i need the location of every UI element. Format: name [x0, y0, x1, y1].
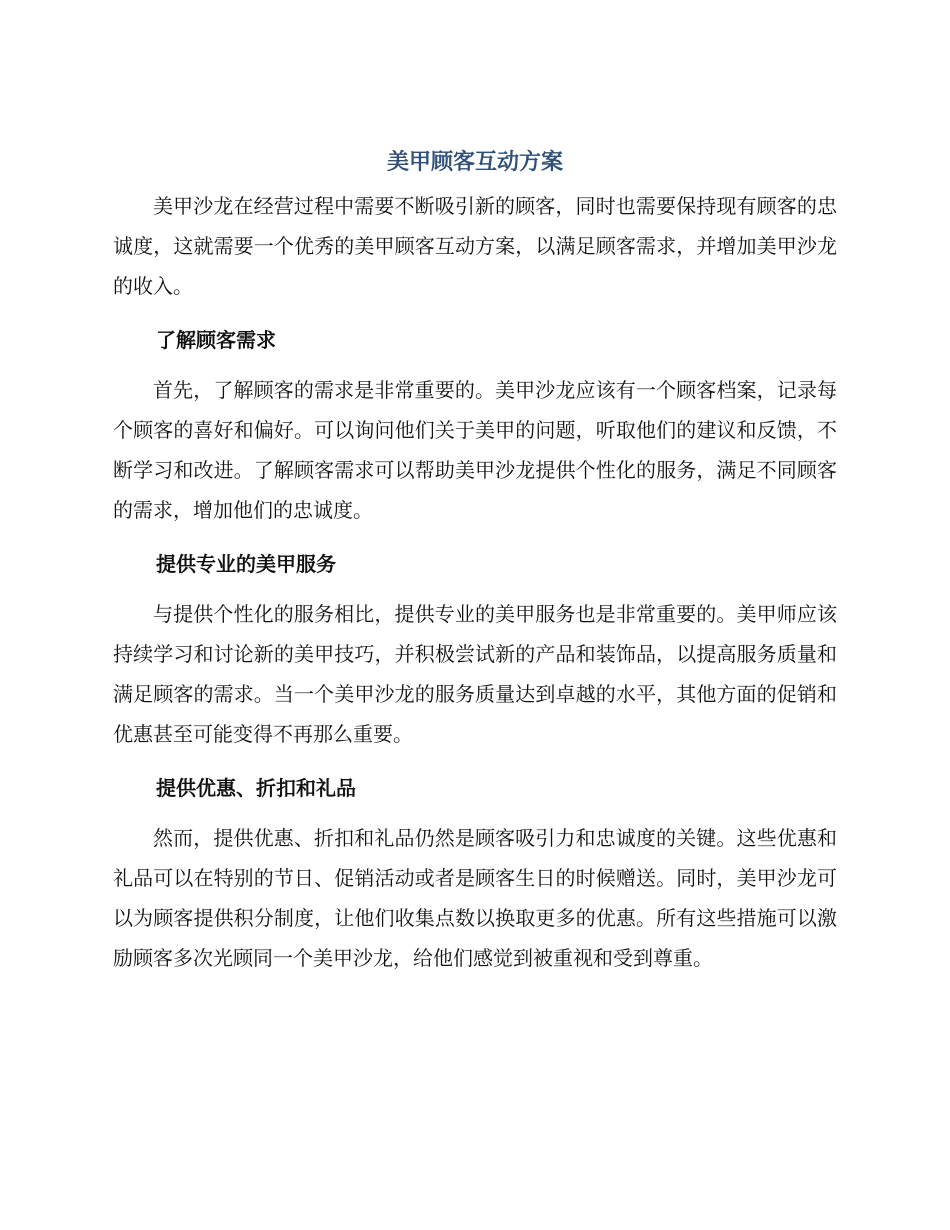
section-heading-needs: 了解顾客需求 — [156, 328, 276, 352]
document-title: 美甲顾客互动方案 — [386, 150, 563, 175]
intro-paragraph: 美甲沙龙在经营过程中需要不断吸引新的顾客，同时也需要保持现有顾客的忠诚度，这就需要一个优秀的美甲顾客互动方案，以满足顾客需求，并增加美甲沙龙的收入。 — [113, 194, 837, 298]
section-heading-discounts: 提供优惠、折扣和礼品 — [156, 776, 356, 800]
section-body-discounts: 然而，提供优惠、折扣和礼品仍然是顾客吸引力和忠诚度的关键。这些优惠和礼品可以在特别的节日、促销活动或者是顾客生日的时候赠送。同时，美甲沙龙可以为顾客提供积分制度，让他们收集点数以换取更多的优惠。所有这些措施可以激励顾客多次光顾同一个美甲沙龙，给他们感觉到被重视和受到尊重。 — [113, 826, 837, 970]
section-body-needs: 首先，了解顾客的需求是非常重要的。美甲沙龙应该有一个顾客档案，记录每个顾客的喜好和偏好。可以询问他们关于美甲的问题，听取他们的建议和反馈，不断学习和改进。了解顾客需求可以帮助美甲沙龙提供个性化的服务，满足不同顾客的需求，增加他们的忠诚度。 — [113, 378, 837, 522]
document-page — [113, 140, 837, 978]
section-body-professional: 与提供个性化的服务相比，提供专业的美甲服务也是非常重要的。美甲师应该持续学习和讨论新的美甲技巧，并积极尝试新的产品和装饰品，以提高服务质量和满足顾客的需求。当一个美甲沙龙的服务质量达到卓越的水平，其他方面的促销和优惠甚至可能变得不再那么重要。 — [113, 602, 837, 746]
section-heading-professional: 提供专业的美甲服务 — [156, 552, 336, 576]
